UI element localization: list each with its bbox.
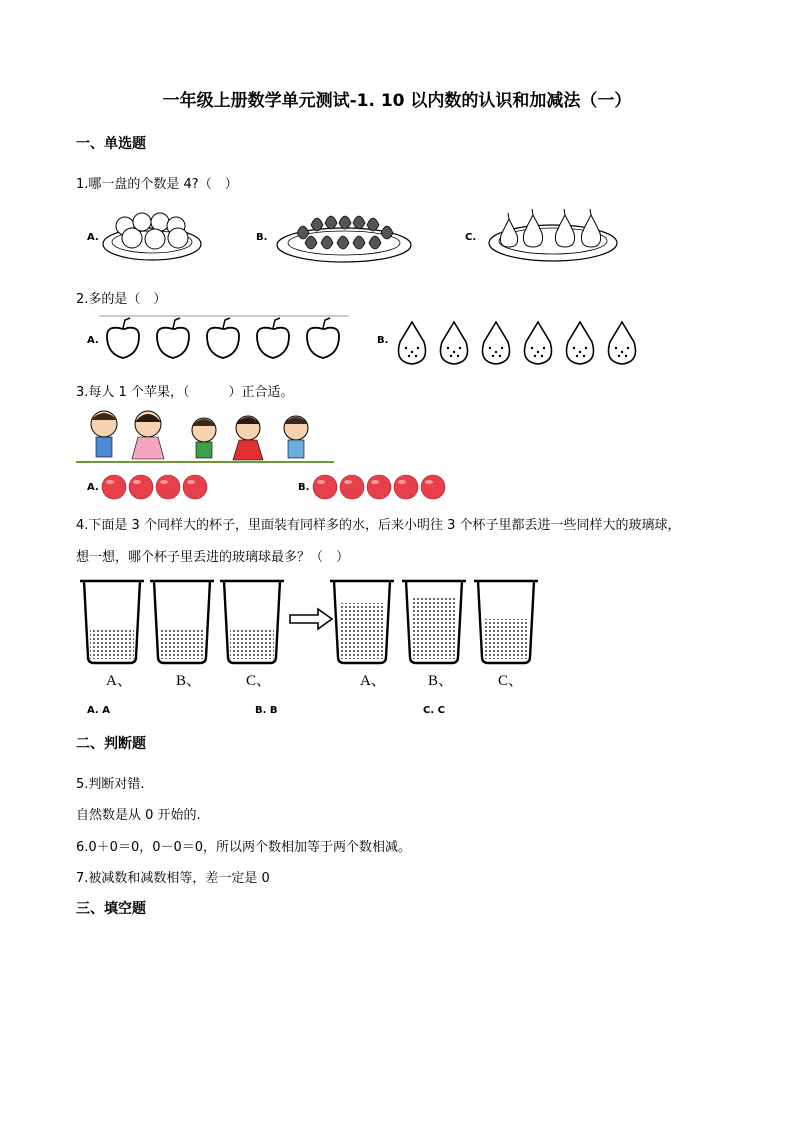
q1-option-b-label[interactable]: B. (256, 232, 268, 243)
question-5-stem: 5.判断对错. (76, 777, 145, 792)
question-7-stem: 7.被减数和减数相等，差一定是 0 (76, 871, 270, 886)
q4-option-b[interactable]: B. B (255, 705, 278, 716)
question-2-stem: 2.多的是（ ） (76, 292, 167, 307)
row-of-apples-image (99, 314, 349, 366)
q1-option-c-label[interactable]: C. (465, 232, 477, 243)
question-1-stem: 1.哪一盘的个数是 4?（ ） (76, 177, 238, 192)
plate-of-strawberries-image (275, 203, 413, 265)
five-children-image (76, 406, 336, 464)
question-4-stem-line-1: 4.下面是 3 个同样大的杯子，里面装有同样多的水，后来小明往 3 个杯子里都丢进一些同样大的玻璃球， (76, 518, 681, 533)
q3-option-a-label[interactable]: A. (87, 482, 99, 493)
five-apples-image (311, 473, 451, 501)
cup-label-c: C、 (246, 673, 272, 689)
section-heading-single-choice: 一、单选题 (76, 136, 146, 152)
cup-label-b-after: B、 (428, 673, 454, 689)
section-heading-fill-in: 三、填空题 (76, 901, 146, 917)
plate-of-pears-image (487, 203, 619, 267)
q2-option-b-label[interactable]: B. (377, 335, 389, 346)
four-apples-image (100, 473, 212, 501)
q4-option-c[interactable]: C. C (423, 705, 445, 716)
section-heading-true-false: 二、判断题 (76, 736, 146, 752)
cup-label-a-after: A、 (360, 673, 386, 689)
question-3-stem: 3.每人 1 个苹果，（ ）正合适。 (76, 385, 294, 400)
q4-option-a[interactable]: A. A (87, 705, 110, 716)
question-6-stem: 6.0＋0＝0，0－0＝0，所以两个数相加等于两个数相减。 (76, 840, 412, 855)
row-of-pears-image (390, 314, 644, 368)
q3-option-b-label[interactable]: B. (298, 482, 310, 493)
page-title: 一年级上册数学单元测试-1. 10 以内数的认识和加减法（一） (162, 91, 632, 111)
cup-label-c-after: C、 (498, 673, 524, 689)
cup-label-a: A、 (106, 673, 132, 689)
plate-of-apples-image (100, 204, 205, 264)
cup-label-b: B、 (176, 673, 202, 689)
beakers-with-marbles-image (76, 577, 541, 692)
question-5-statement: 自然数是从 0 开始的. (76, 808, 201, 823)
q1-option-a-label[interactable]: A. (87, 232, 99, 243)
q2-option-a-label[interactable]: A. (87, 335, 99, 346)
question-4-stem-line-2: 想一想，哪个杯子里丢进的玻璃球最多？（ ） (76, 550, 350, 565)
